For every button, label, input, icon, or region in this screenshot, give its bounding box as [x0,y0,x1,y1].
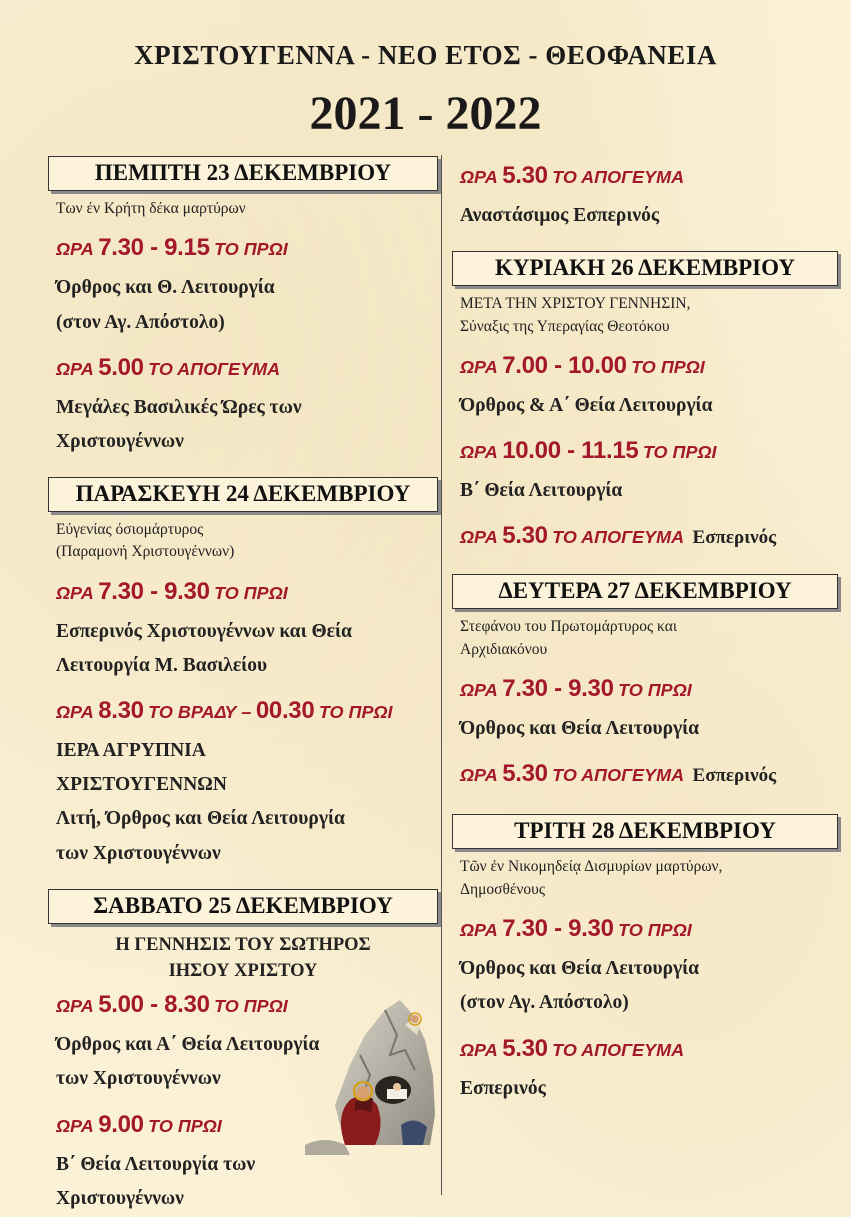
saint-line: Τῶν ἐν Νικομηδείᾳ Δισμυρίων μαρτύρων, [460,858,723,876]
time-suffix: ΤΟ ΠΡΩΙ [618,680,692,701]
service-line: Χριστουγέννων [56,1187,184,1209]
feast-title [48,932,438,986]
right-column [452,156,838,1106]
time-hours: 5.30 [502,760,548,788]
time-hours: 5.00 - 8.30 [98,991,210,1019]
saint-commemoration [460,616,838,661]
time-suffix: ΤΟ ΠΡΩΙ [214,239,288,260]
time-prefix: ΩΡΑ [460,527,498,548]
service-line: (στον Αγ. Απόστολο) [56,311,225,333]
time-hours: 7.30 - 9.30 [98,577,210,605]
time-suffix-end: ΤΟ ΠΡΩΙ [318,702,393,723]
service-name [56,615,438,683]
continued-section [452,162,838,233]
time-prefix: ΩΡΑ [460,442,498,463]
saint-line: Σύναξις της Υπεραγίας Θεοτόκου [460,317,670,335]
saint-commemoration [460,856,838,901]
service-time [460,522,838,550]
day-section-23 [48,156,438,459]
time-prefix: ΩΡΑ [460,357,498,378]
saint-line: Στεφάνου του Πρωτομάρτυρος και [460,618,678,636]
time-prefix: ΩΡΑ [56,996,94,1017]
time-suffix: ΤΟ ΑΠΟΓΕΥΜΑ [148,358,281,379]
time-suffix: ΤΟ ΑΠΟΓΕΥΜΑ [552,167,685,187]
time-suffix: ΤΟ ΠΡΩΙ [214,582,288,603]
time-hours: 5.30 [502,162,548,189]
time-prefix: ΩΡΑ [56,239,94,260]
time-prefix: ΩΡΑ [56,582,94,603]
service-name: Εσπερινός [460,1077,546,1099]
service-time [460,915,838,943]
service-name: Β΄ Θεία Λειτουργία [460,480,623,502]
service-name: Όρθρος και Θεία Λειτουργία [460,718,700,740]
service-line: Β΄ Θεία Λειτουργία των [56,1153,256,1175]
page-title: ΧΡΙΣΤΟΥΓΕΝΝΑ - ΝΕΟ ΕΤΟΣ - ΘΕΟΦΑΝΕΙΑ [134,40,717,70]
time-suffix: ΤΟ ΑΠΟΓΕΥΜΑ [552,1039,685,1060]
time-suffix: ΤΟ ΑΠΟΓΕΥΜΑ [552,527,685,548]
service-time [460,352,838,380]
service-time [56,578,438,606]
service-name [56,391,438,459]
time-hours: 8.30 [98,697,144,725]
service-line: Όρθρος και Α΄ Θεία Λειτουργία [56,1034,320,1056]
time-suffix: ΤΟ ΠΡΩΙ [618,920,692,941]
day-header: ΠΑΡΑΣΚΕΥΗ 24 ΔΕΚΕΜΒΡΙΟΥ [48,477,438,512]
day-section-27 [452,574,838,788]
day-section-24 [48,477,438,871]
nativity-icon [305,995,437,1155]
service-time [460,162,838,190]
time-hours-end: 00.30 [255,697,315,725]
service-name-inline: Εσπερινός [692,765,777,787]
time-hours: 7.30 - 9.30 [502,675,614,703]
service-time [460,675,838,703]
service-line: Λειτουργία Μ. Βασιλείου [56,655,268,677]
service-name: Αναστάσιμος Εσπερινός [460,205,660,226]
day-section-26 [452,251,838,550]
time-suffix: ΤΟ ΠΡΩΙ [148,1115,222,1136]
saint-line: ΜΕΤΑ ΤΗΝ ΧΡΙΣΤΟΥ ΓΕΝΝΗΣΙΝ, [460,295,691,313]
time-prefix: ΩΡΑ [56,702,94,723]
service-line: Όρθρος και Θ. Λειτουργία [56,277,275,299]
time-suffix: ΤΟ ΠΡΩΙ [642,442,717,463]
service-name [56,734,438,871]
time-hours: 7.30 - 9.30 [502,915,614,943]
saint-line: Εύγενίας όσιομάρτυρος [56,520,204,538]
service-line: Χριστουγέννων [56,430,184,452]
column-divider [441,155,442,1195]
time-hours: 5.00 [98,353,144,381]
time-hours: 5.30 [502,522,548,550]
service-line: ΙΕΡΑ ΑΓΡΥΠΝΙΑ [56,740,206,762]
time-hours: 7.30 - 9.15 [98,234,210,262]
saint-line: (Παραμονή Χριστουγέννων) [56,543,235,561]
service-time [56,234,438,262]
service-time [56,354,438,382]
service-time [460,437,838,465]
day-header: ΤΡΙΤΗ 28 ΔΕΚΕΜΒΡΙΟΥ [452,814,838,849]
feast-line: Η ΓΕΝΝΗΣΙΣ ΤΟΥ ΣΩΤΗΡΟΣ [115,934,371,955]
time-prefix: ΩΡΑ [460,167,498,187]
saint-commemoration [460,293,838,338]
time-hours: 10.00 - 11.15 [502,437,639,465]
time-hours: 7.00 - 10.00 [502,352,627,380]
time-suffix: ΤΟ ΠΡΩΙ [214,996,288,1017]
time-prefix: ΩΡΑ [460,680,498,701]
service-name [56,271,438,339]
time-prefix: ΩΡΑ [460,920,498,941]
saint-line: Αρχιδιακόνου [460,640,548,658]
time-suffix: ΤΟ ΠΡΩΙ [631,357,705,378]
time-prefix: ΩΡΑ [460,765,498,786]
service-time [56,697,438,725]
time-prefix: ΩΡΑ [56,1115,94,1136]
time-hours: 5.30 [502,1034,548,1062]
page-year: 2021 - 2022 [309,87,542,140]
time-suffix: ΤΟ ΑΠΟΓΕΥΜΑ [552,765,685,786]
time-hours: 9.00 [98,1110,144,1138]
service-time [460,1035,838,1063]
time-suffix: ΤΟ ΒΡΑΔΥ – [148,702,252,723]
service-line: (στον Αγ. Απόστολο) [460,992,629,1014]
service-time [460,760,838,788]
service-line: Μεγάλες Βασιλικές Ώρες των [56,396,302,418]
service-line: Εσπερινός Χριστουγέννων και Θεία [56,620,352,642]
time-prefix: ΩΡΑ [56,358,94,379]
time-prefix: ΩΡΑ [460,1039,498,1060]
saint-commemoration: Των έν Κρήτη δέκα μαρτύρων [56,200,246,217]
day-section-28 [452,814,838,1105]
day-header: ΣΑΒΒΑΤΟ 25 ΔΕΚΕΜΒΡΙΟΥ [48,889,438,924]
service-line: Όρθρος και Θεία Λειτουργία [460,958,700,980]
saint-line: Δημοσθένους [460,880,545,898]
service-name-inline: Εσπερινός [692,527,777,549]
service-line: Λιτή, Όρθρος και Θεία Λειτουργία [56,808,345,830]
day-header: ΠΕΜΠΤΗ 23 ΔΕΚΕΜΒΡΙΟΥ [48,156,438,191]
service-line: ΧΡΙΣΤΟΥΓΕΝΝΩΝ [56,774,228,796]
day-header: ΔΕΥΤΕΡΑ 27 ΔΕΚΕΜΒΡΙΟΥ [452,574,838,609]
service-name: Όρθρος & Α΄ Θεία Λειτουργία [460,395,713,417]
saint-commemoration [56,519,438,564]
service-name [56,1148,438,1216]
day-header: ΚΥΡΙΑΚΗ 26 ΔΕΚΕΜΒΡΙΟΥ [452,251,838,286]
service-name [460,952,838,1020]
feast-line: ΙΗΣΟΥ ΧΡΙΣΤΟΥ [168,961,318,982]
service-line: των Χριστουγέννων [56,1068,221,1090]
service-line: των Χριστουγέννων [56,842,221,864]
